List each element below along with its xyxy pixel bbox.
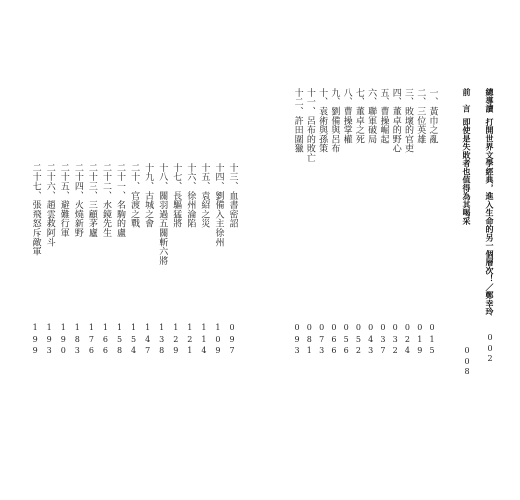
page-number: 176 — [88, 323, 94, 355]
toc-entry — [115, 163, 124, 439]
chapter-title: 十、袁術與孫策 — [317, 88, 328, 154]
chapter-title: 八、曹操掌權 — [341, 88, 352, 144]
chapter-title: 六、聯軍破局 — [366, 88, 377, 144]
chapter-title: 十二、許田圍獵 — [292, 88, 303, 154]
toc-entry — [73, 163, 82, 439]
page-number: 097 — [229, 323, 235, 355]
toc-entry — [213, 163, 222, 439]
entry-title: 即使是失敗者也值得為其喝采 — [462, 117, 472, 225]
chapter-title: 二十五、避難行軍 — [58, 163, 69, 238]
chapter-title: 二十三、三顧茅廬 — [86, 163, 97, 238]
toc-entry — [87, 163, 96, 439]
toc-entry — [403, 88, 412, 364]
page-number: 158 — [116, 323, 123, 355]
page-number: 008 — [464, 346, 470, 376]
chapter-title: 十六、徐州淪陷 — [185, 163, 196, 229]
chapter-title: 十五、袁紹之災 — [199, 163, 210, 229]
toc-entry — [354, 88, 363, 364]
chapter-title: 十九、古城之會 — [143, 163, 154, 229]
toc-entry — [329, 88, 338, 364]
toc-entry — [378, 88, 387, 364]
page-number: 066 — [331, 323, 337, 355]
page-number: 183 — [74, 323, 80, 355]
chapter-title: 五、曹操崛起 — [378, 88, 389, 144]
page-number: 019 — [417, 323, 423, 355]
page-number: 037 — [380, 323, 386, 355]
chapter-title: 三、敗壞的官吏 — [402, 88, 413, 154]
entry-text — [462, 88, 472, 225]
toc-intro-group — [462, 88, 495, 380]
chapter-title: 十八、關羽過五關斬六將 — [157, 163, 168, 266]
toc-entry — [31, 163, 40, 439]
chapter-title: 二十二、水鏡先生 — [100, 163, 111, 238]
page-number: 154 — [131, 323, 137, 355]
toc-entry — [428, 88, 437, 364]
toc-entry — [45, 163, 54, 439]
chapter-title: 二十四、火燒新野 — [72, 163, 83, 238]
page-number: 147 — [145, 323, 151, 355]
chapter-title: 十七、長驅猛將 — [171, 163, 182, 229]
page-number: 032 — [392, 323, 398, 355]
entry-label: 前 言 — [462, 88, 472, 113]
page-number: 193 — [46, 323, 52, 355]
toc-entry — [391, 88, 400, 364]
page-number: 043 — [368, 323, 374, 355]
page-number: 056 — [343, 323, 349, 355]
page-number: 015 — [429, 323, 435, 355]
chapter-title: 七、董卓之死 — [353, 88, 364, 144]
chapter-title: 二十七、張飛怒斥敵軍 — [30, 163, 41, 256]
toc-entry-general-introduction — [485, 88, 495, 380]
page-number: 199 — [32, 323, 38, 355]
page-number: 109 — [215, 323, 221, 355]
page-number: 024 — [404, 323, 411, 355]
page-number: 081 — [306, 323, 312, 355]
toc-entry — [101, 163, 110, 439]
toc-entry — [317, 88, 326, 364]
entry-title: 打開世界文學經典，進入生命的另一個層次！／鄭幸玲 — [485, 117, 495, 316]
page-number: 166 — [102, 323, 108, 355]
chapter-title: 四、董卓的野心 — [390, 88, 401, 154]
toc-entry — [129, 163, 138, 439]
chapter-title: 十四、劉備入主徐州 — [213, 163, 224, 247]
toc-entry — [305, 88, 314, 364]
toc-entry — [342, 88, 351, 364]
toc-entry — [171, 163, 180, 439]
toc-entry-preface — [462, 88, 472, 380]
toc-entry — [157, 163, 166, 439]
chapter-title: 十三、血書密詔 — [227, 163, 238, 229]
toc-entry — [59, 163, 68, 439]
chapter-title: 二十六、趙雲救阿斗 — [44, 163, 55, 247]
toc-entry — [185, 163, 194, 439]
chapter-title: 二十一、名駒的盧 — [115, 163, 125, 238]
page-number: 052 — [355, 323, 361, 355]
toc-entry — [199, 163, 208, 439]
chapter-title: 一、黃巾之亂 — [427, 88, 438, 144]
chapter-title: 二十、官渡之戰 — [129, 163, 140, 229]
toc-chapters-left-page — [31, 163, 237, 439]
chapter-title: 九、劉備與呂布 — [329, 88, 340, 154]
page-number: 073 — [319, 323, 325, 355]
chapter-title: 二、三位英雄 — [415, 88, 426, 144]
toc-entry — [228, 163, 237, 439]
page-number: 190 — [60, 323, 66, 355]
page-number: 002 — [487, 333, 493, 363]
toc-chapters-right-page — [293, 88, 437, 364]
toc-entry — [366, 88, 375, 364]
page-number: 138 — [159, 323, 165, 355]
page-number: 121 — [187, 323, 193, 355]
chapter-title: 十一、呂布的敗亡 — [304, 88, 315, 163]
page-number: 093 — [294, 323, 300, 355]
page-number: 129 — [173, 323, 179, 355]
toc-entry — [293, 88, 302, 364]
toc-entry — [143, 163, 152, 439]
entry-text — [485, 88, 495, 316]
toc-entry — [415, 88, 424, 364]
entry-label: 總導讀 — [485, 88, 495, 113]
page-number: 114 — [201, 323, 207, 355]
